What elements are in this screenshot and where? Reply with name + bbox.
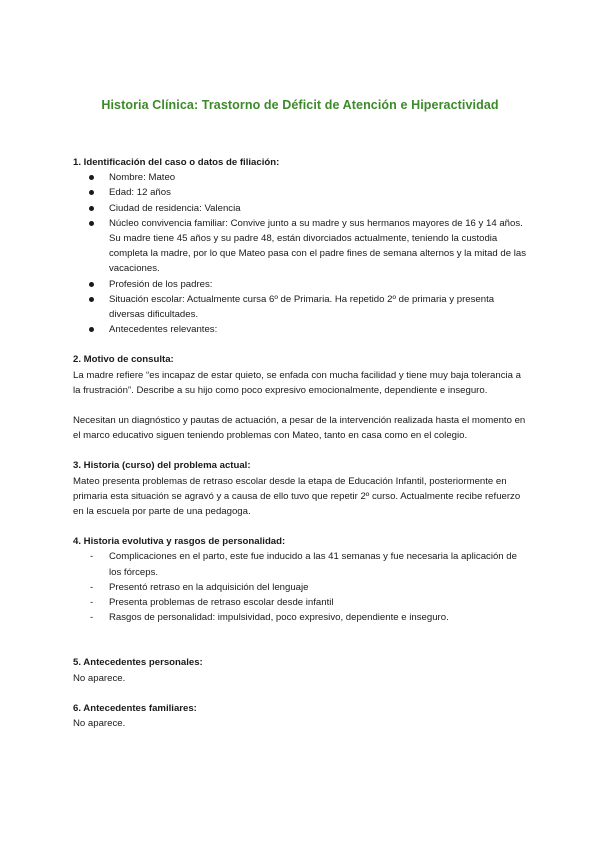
identification-list	[73, 170, 531, 337]
list-item: Situación escolar: Actualmente cursa 6º de Primaria. Ha repetido 2º de primaria y presenta diversas dificultades.	[73, 292, 531, 322]
section-1-heading: 1. Identificación del caso o datos de filiación:	[73, 157, 280, 168]
list-item: Profesión de los padres:	[73, 277, 531, 292]
list-item: - Complicaciones en el parto, este fue inducido a las 41 semanas y fue necesaria la aplicación de los fórceps.	[73, 549, 531, 579]
list-item: Edad: 12 años	[73, 185, 531, 200]
list-item: - Rasgos de personalidad: impulsividad, poco expresivo, dependiente e inseguro.	[73, 610, 531, 625]
section-3-paragraph: Mateo presenta problemas de retraso escolar desde la etapa de Educación Infantil, posteriormente en primaria esta situación se agravó y a causa de ello tuvo que repetir 2º curso. Actualmente recibe refuerzo en la escuela por parte de una pedagoga.	[73, 475, 521, 518]
evolution-list	[73, 549, 531, 625]
section-2-heading: 2. Motivo de consulta:	[73, 354, 174, 366]
section-6-heading: 6. Antecedentes familiares:	[73, 702, 197, 714]
section-2-paragraph-2: Necesitan un diagnóstico y pautas de actuación, a pesar de la intervención realizada hasta el momento en el marco educativo siguen teniendo problemas con Mateo, tanto en casa como en el colegio.	[73, 415, 526, 442]
section-3-heading: 3. Historia (curso) del problema actual:	[73, 460, 251, 472]
section-2-paragraph-1: La madre refiere “es incapaz de estar quieto, se enfada con mucha facilidad y tiene muy baja tolerancia a la frustración”. Describe a su hijo como poco expresivo emocionalmente, dependiente e inseguro.	[73, 369, 521, 396]
section-5-heading: 5. Antecedentes personales:	[73, 657, 203, 669]
list-item: - Presentó retraso en la adquisición del lenguaje	[73, 580, 531, 595]
list-item: Nombre: Mateo	[73, 170, 531, 185]
list-item: Antecedentes relevantes:	[73, 322, 531, 337]
page-title: Historia Clínica: Trastorno de Déficit de Atención e Hiperactividad	[101, 98, 499, 112]
list-item: Núcleo convivencia familiar: Convive junto a su madre y sus hermanos mayores de 16 y 14 años. Su madre tiene 45 años y su padre 48, están divorciados actualmente, teniendo la custodia completa la madre, por lo que Mateo pasa con el padre fines de semana alternos y la mitad de las vacaciones.	[73, 216, 531, 277]
document-body	[73, 155, 531, 731]
list-item: - Presenta problemas de retraso escolar desde infantil	[73, 595, 531, 610]
section-6-text: No aparece.	[73, 718, 126, 730]
section-5-text: No aparece.	[73, 672, 126, 684]
list-item: Ciudad de residencia: Valencia	[73, 201, 531, 216]
section-4-heading: 4. Historia evolutiva y rasgos de personalidad:	[73, 536, 286, 548]
